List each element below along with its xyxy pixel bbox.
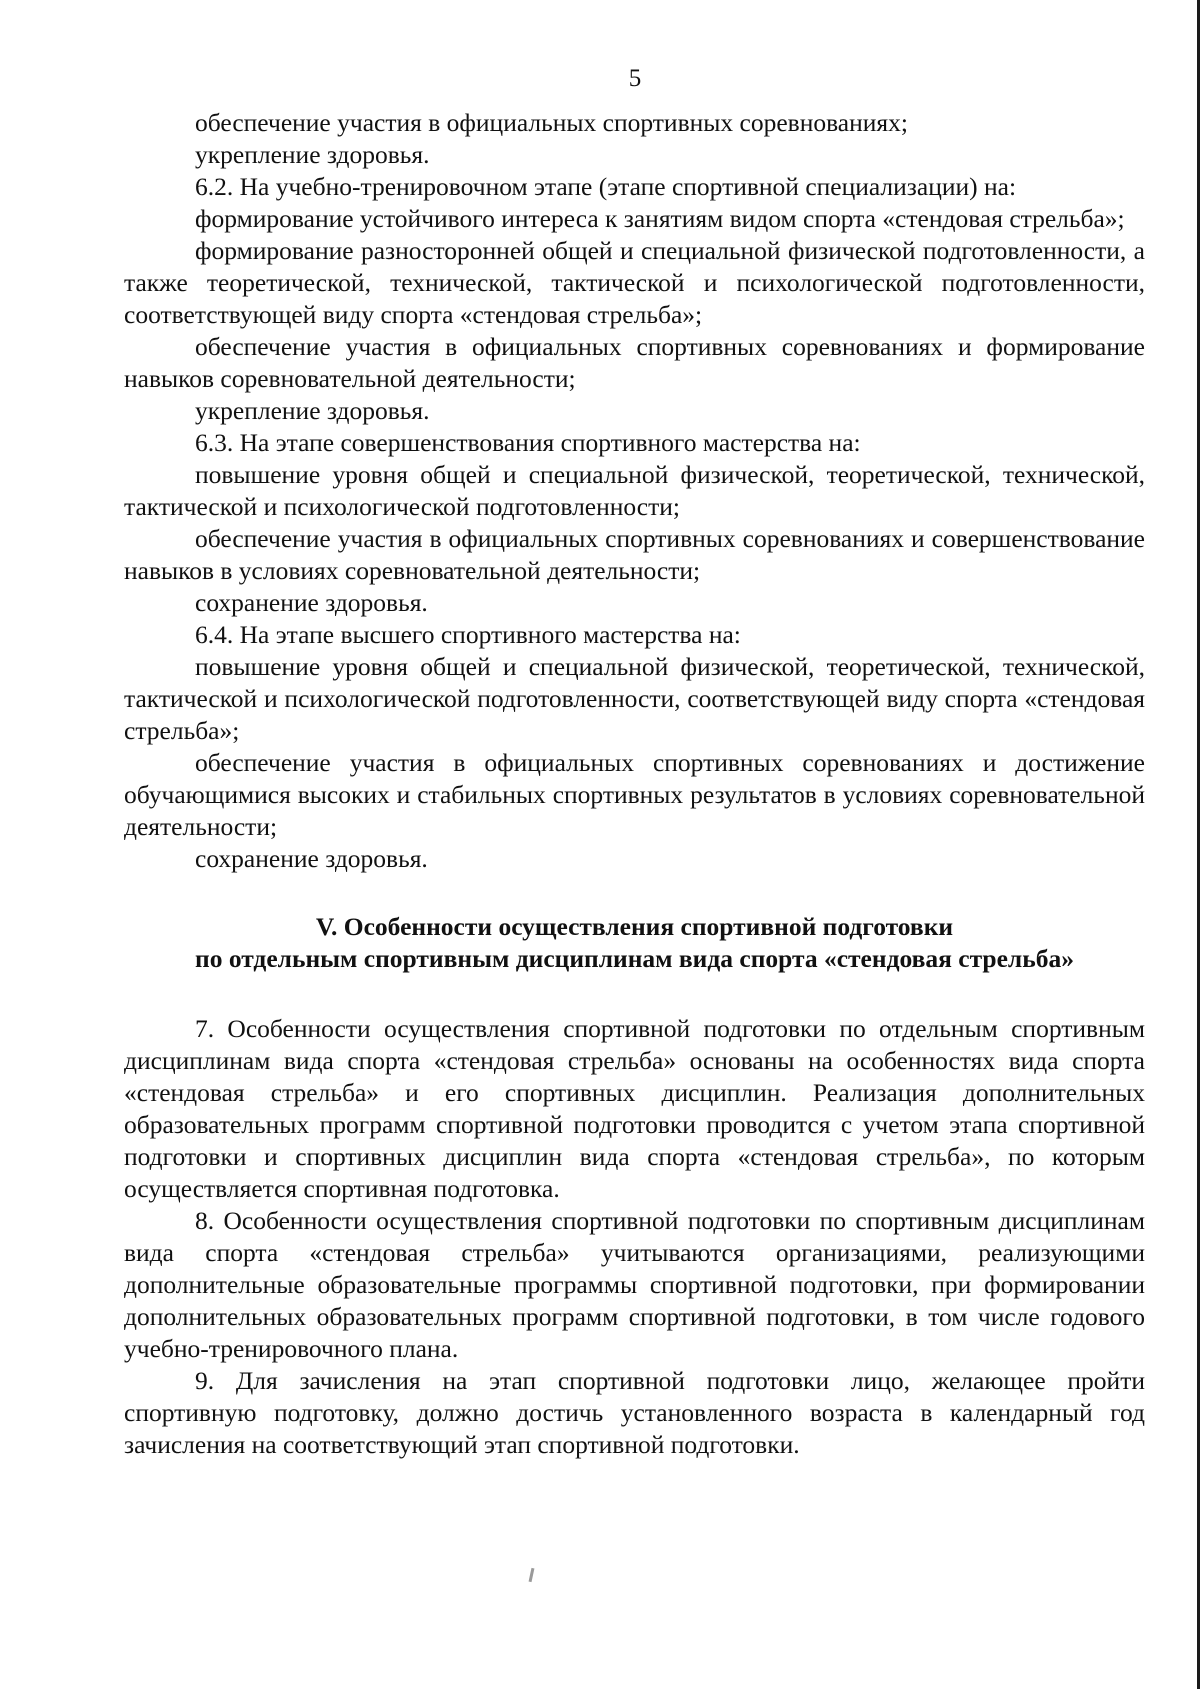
document-body [124, 107, 1145, 1461]
paragraph: укрепление здоровья. [195, 396, 430, 425]
paragraph: 6.2. На учебно-тренировочном этапе (этапе спортивной специализации) на: [195, 172, 1017, 201]
paragraph: повышение уровня общей и специальной физической, теоретической, технической, тактической и психологической подготовленности; [124, 460, 1145, 521]
paragraph: укрепление здоровья. [195, 140, 430, 169]
paragraph: обеспечение участия в официальных спортивных соревнованиях и формирование навыков соревновательной деятельности; [124, 332, 1145, 393]
paragraph: сохранение здоровья. [195, 588, 428, 617]
paragraph: формирование устойчивого интереса к занятиям видом спорта «стендовая стрельба»; [195, 204, 1125, 233]
paragraph: обеспечение участия в официальных спортивных соревнованиях и достижение обучающимися высоких и стабильных спортивных результатов в условиях соревновательной деятельности; [124, 748, 1145, 841]
section-heading-line-2: по отдельным спортивным дисциплинам вида спорта «стендовая стрельба» [195, 944, 1074, 973]
paragraph: сохранение здоровья. [195, 844, 428, 873]
paragraph: 9. Для зачисления на этап спортивной подготовки лицо, желающее пройти спортивную подготовку, должно достичь установленного возраста в календарный год зачисления на соответствующий этап спортивной подготовки. [124, 1366, 1145, 1459]
paragraph: обеспечение участия в официальных спортивных соревнованиях и совершенствование навыков в условиях соревновательной деятельности; [124, 524, 1145, 585]
paragraph: формирование разносторонней общей и специальной физической подготовленности, а также теоретической, технической, тактической и психологической подготовленности, соответствующей виду спорта «стендовая стрельба»; [124, 236, 1145, 329]
paragraph: 6.4. На этапе высшего спортивного мастерства на: [195, 620, 741, 649]
paragraph: повышение уровня общей и специальной физической, теоретической, технической, тактической и психологической подготовленности, соответствующей виду спорта «стендовая стрельба»; [124, 652, 1145, 745]
paragraph: 6.3. На этапе совершенствования спортивного мастерства на: [195, 428, 861, 457]
section-heading-line-1: V. Особенности осуществления спортивной подготовки [315, 912, 954, 941]
paragraph: 7. Особенности осуществления спортивной подготовки по отдельным спортивным дисциплинам вида спорта «стендовая стрельба» основаны на особенностях вида спорта «стендовая стрельба» и его спортивных дисциплин. Реализация дополнительных образовательных программ спортивной подготовки проводится с учетом этапа спортивной подготовки и спортивных дисциплин вида спорта «стендовая стрельба», по которым осуществляется спортивная подготовка. [124, 1014, 1145, 1203]
paragraph: обеспечение участия в официальных спортивных соревнованиях; [195, 108, 908, 137]
scan-mark [529, 1568, 535, 1582]
paragraph: 8. Особенности осуществления спортивной подготовки по спортивным дисциплинам вида спорта «стендовая стрельба» учитываются организациями, реализующими дополнительные образовательные программы спортивной подготовки, при формировании дополнительных образовательных программ спортивной подготовки, в том числе годового учебно-тренировочного плана. [124, 1206, 1145, 1363]
page-number: 5 [628, 65, 642, 92]
section-heading [124, 911, 1145, 975]
